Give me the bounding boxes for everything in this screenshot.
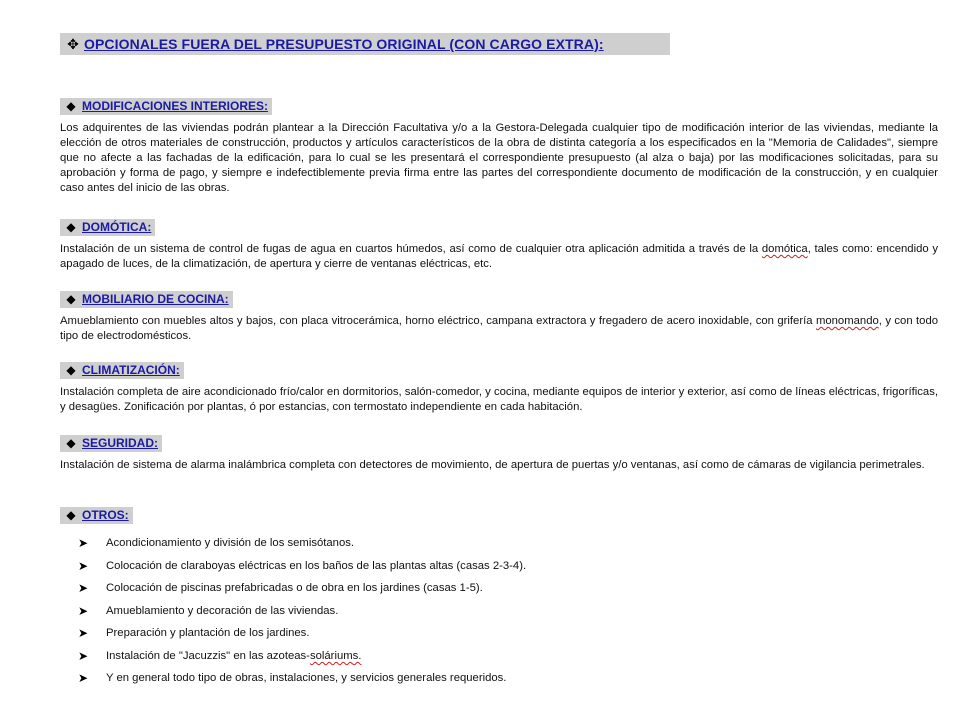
- list-item: [60, 577, 940, 600]
- list-item-text: Y en general todo tipo de obras, instalaciones, y servicios generales requeridos.: [106, 672, 507, 685]
- arrow-icon: ➤: [78, 603, 89, 618]
- section-heading-bar: [60, 362, 184, 379]
- section-heading: MODIFICACIONES INTERIORES:: [82, 99, 269, 113]
- text-run: s.: [352, 649, 362, 662]
- diamond-icon: ◆: [66, 220, 76, 234]
- arrow-icon: ➤: [78, 648, 89, 663]
- diamond-icon: ◆: [66, 508, 76, 522]
- section-domotica: [60, 218, 940, 272]
- spellcheck-word: solárium: [309, 649, 353, 662]
- main-title: OPCIONALES FUERA DEL PRESUPUESTO ORIGINAL (CON CARGO EXTRA):: [84, 36, 604, 52]
- section-heading: OTROS:: [82, 508, 129, 522]
- list-item: [60, 600, 940, 623]
- arrow-icon: ➤: [78, 626, 89, 641]
- arrow-icon: ➤: [78, 536, 89, 551]
- section-heading-bar: [60, 435, 162, 452]
- text-run: Instalación de un sistema de control de fugas de agua en cuartos húmedos, así como de cualquier otra aplicación admitida a través de la: [60, 243, 762, 255]
- list-item-text: Acondicionamiento y división de los semisótanos.: [106, 537, 355, 550]
- arrow-icon: ➤: [78, 671, 89, 686]
- section-heading: DOMÓTICA:: [82, 220, 152, 234]
- list-item-text: Colocación de piscinas prefabricadas o de obra en los jardines (casas 1-5).: [106, 582, 483, 595]
- section-heading-bar: [60, 507, 133, 524]
- section-seguridad: [60, 434, 940, 473]
- diamond-icon: ◆: [66, 436, 76, 450]
- list-item: [60, 555, 940, 578]
- arrow-icon: ➤: [78, 581, 89, 596]
- list-item: [60, 645, 940, 668]
- spellcheck-word: monomando: [815, 315, 879, 327]
- main-title-bar: [60, 33, 670, 55]
- list-item-text: [106, 650, 361, 662]
- list-item: [60, 622, 940, 645]
- list-item-text: Amueblamiento y decoración de las viviendas.: [106, 604, 339, 617]
- section-climatizacion: [60, 361, 940, 415]
- list-item-text: Preparación y plantación de los jardines.: [106, 627, 310, 640]
- section-heading: CLIMATIZACIÓN:: [82, 363, 180, 377]
- section-heading: MOBILIARIO DE COCINA:: [82, 292, 229, 306]
- section-paragraph: Instalación completa de aire acondicionado frío/calor en dormitorios, salón-comedor, y cocina, mediante equipos de interior y exterior, así como de líneas eléctricas, frigoríficas, y desagües. Zonificación por plantas, ó por estancias, con termostato independiente en cada habitación.: [60, 386, 938, 413]
- section-heading-bar: [60, 291, 233, 308]
- diamond-icon: ◆: [66, 292, 76, 306]
- section-heading-bar: [60, 219, 155, 236]
- text-run: , y con todo tipo de electrodomésticos.: [60, 315, 939, 342]
- section-interiores: [60, 97, 940, 196]
- list-item: [60, 532, 940, 555]
- diamond-icon: ◆: [66, 99, 76, 113]
- section-paragraph: [60, 242, 938, 272]
- section-paragraph: Los adquirentes de las viviendas podrán plantear a la Dirección Facultativa y/o a la Gestora-Delegada cualquier tipo de modificación interior de las viviendas, mediante la elección de otros materiales de construcción, productos y artículos característicos de la obra de distinta categoría a los especificados en la "Memoria de Calidades", siempre que no afecte a las fachadas de la edificación, para lo cual se les presentará el correspondiente presupuesto (al alza o baja) por las modificaciones solicitadas, para su aprobación y forma de pago, y siempre e indefectiblemente previa firma entre las partes del correspondiente documento de modificación de la construcción, y en cualquier caso antes del inicio de las obras.: [60, 122, 938, 194]
- text-run: , tales como: encendido y apagado de luces, de la climatización, de apertura y cierre de ventanas eléctricas, etc.: [60, 243, 938, 270]
- section-paragraph: [60, 314, 938, 344]
- four-point-star-icon: ✥: [67, 35, 79, 52]
- section-paragraph: Instalación de sistema de alarma inalámbrica completa con detectores de movimiento, de apertura de puertas y/o ventanas, así como de cámaras de vigilancia perimetrales.: [60, 459, 925, 471]
- arrow-icon: ➤: [78, 558, 89, 573]
- section-otros: [60, 506, 940, 690]
- list-item-text: Colocación de claraboyas eléctricas en los baños de las plantas altas (casas 2-3-4).: [106, 559, 527, 572]
- section-heading: SEGURIDAD:: [82, 436, 159, 450]
- text-run: Amueblamiento con muebles altos y bajos, con placa vitrocerámica, horno eléctrico, campana extractora y fregadero de acero inoxidable, con grifería: [60, 315, 816, 327]
- diamond-icon: ◆: [66, 363, 76, 377]
- otros-list: [60, 532, 940, 690]
- spellcheck-word: domótica: [761, 243, 808, 255]
- text-run: Instalación de "Jacuzzis" en las azoteas-: [106, 649, 310, 662]
- section-heading-bar: [60, 98, 272, 115]
- section-cocina: [60, 290, 940, 344]
- list-item: [60, 667, 940, 690]
